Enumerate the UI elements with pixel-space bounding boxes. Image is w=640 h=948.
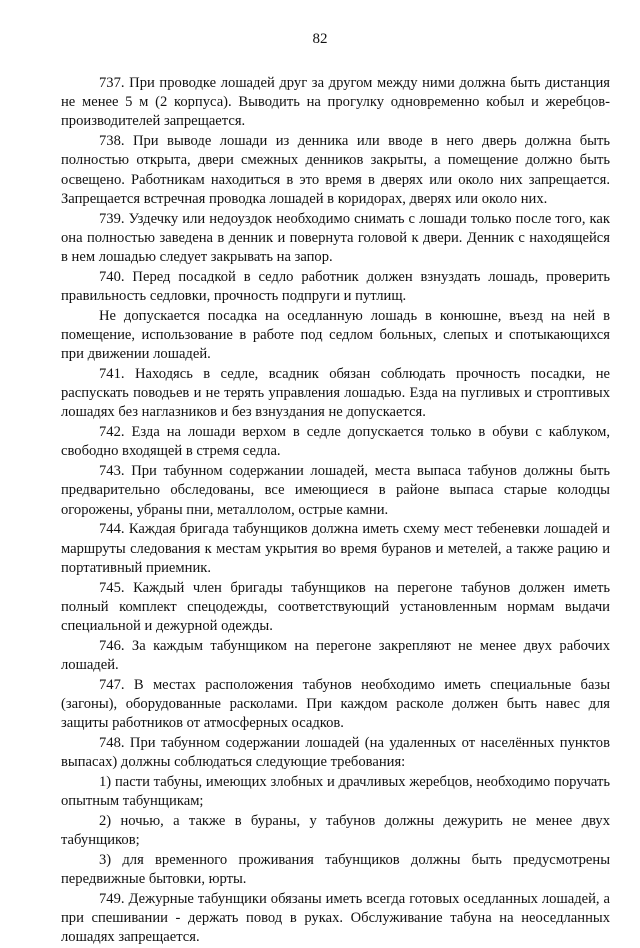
paragraph-742: 742. Езда на лошади верхом в седле допускается только в обуви с каблуком, свободно входящей в стремя седла.: [61, 424, 610, 460]
list-item-1: 1) пасти табуны, имеющих злобных и драчливых жеребцов, необходимо поручать опытным табунщикам;: [61, 774, 610, 810]
paragraph-745: 745. Каждый член бригады табунщиков на перегоне табунов должен иметь полный комплект спецодежды, соответствующий установленным нормам выдачи специальной и дежурной одежды.: [61, 579, 610, 635]
paragraph-746: 746. За каждым табунщиком на перегоне закрепляют не менее двух рабочих лошадей.: [61, 637, 610, 674]
paragraph-747: 747. В местах расположения табунов необходимо иметь специальные базы (загоны), оборудованные расколами. При каждом расколе должен быть навес для защиты работников от атмосферных осадков.: [61, 676, 610, 732]
list-item-3: 3) для временного проживания табунщиков должны быть предусмотрены передвижные бытовки, юрты.: [61, 852, 610, 888]
paragraph-749: 749. Дежурные табунщики обязаны иметь всегда готовых оседланных лошадей, а при спешивании - держать повод в руках. Обслуживание табуна на неоседланных лошадях запрещается.: [61, 891, 610, 946]
paragraph-740: 740. Перед посадкой в седло работник должен взнуздать лошадь, проверить правильность седловки, прочность подпруги и путлищ.: [61, 268, 610, 305]
list-item-2: 2) ночью, а также в бураны, у табунов должны дежурить не менее двух табунщиков;: [61, 813, 610, 849]
document-body: [61, 74, 610, 948]
paragraph-741: 741. Находясь в седле, всадник обязан соблюдать прочность посадки, не распускать поводьев и не терять управления лошадью. Езда на пугливых и строптивых лошадях без наглазников и без взнуздания не допускается.: [61, 366, 610, 421]
paragraph-739: 739. Уздечку или недоуздок необходимо снимать с лошади только после того, как она полностью заведена в денник и повернута головой к двери. Денник с находящейся в нем лошадью следует закрывать на запор.: [61, 210, 610, 266]
paragraph-737: 737. При проводке лошадей друг за другом между ними должна быть дистанция не менее 5 м (2 корпуса). Выводить на прогулку одновременно кобыл и жеребцов-производителей запрещается.: [61, 75, 610, 130]
page-number: 82: [312, 31, 328, 47]
paragraph-738: 738. При выводе лошади из денника или вводе в него дверь должна быть полностью открыта, двери смежных денников закрыты, а помещение должно быть освещено. Работникам находиться в это время в дверях или около них запрещается. Запрещается встречная проводка лошадей в коридорах, дверях или около них.: [61, 133, 610, 207]
paragraph-744: 744. Каждая бригада табунщиков должна иметь схему мест тебеневки лошадей и маршруты следования к местам укрытия во время буранов и метелей, а также рацию и портативный приемник.: [61, 521, 610, 576]
paragraph-743: 743. При табунном содержании лошадей, места выпаса табунов должны быть предварительно обследованы, все имеющиеся в районе выпаса старые колодцы огорожены, убраны пни, металлолом, острые камни.: [61, 463, 610, 518]
paragraph-748: 748. При табунном содержании лошадей (на удаленных от населённых пунктов выпасах) должны соблюдаться следующие требования:: [61, 735, 610, 771]
paragraph-740-continued: Не допускается посадка на оседланную лошадь в конюшне, въезд на ней в помещение, использование в работе под седлом больных, слепых и спотыкающихся при движении лошадей.: [61, 307, 610, 363]
